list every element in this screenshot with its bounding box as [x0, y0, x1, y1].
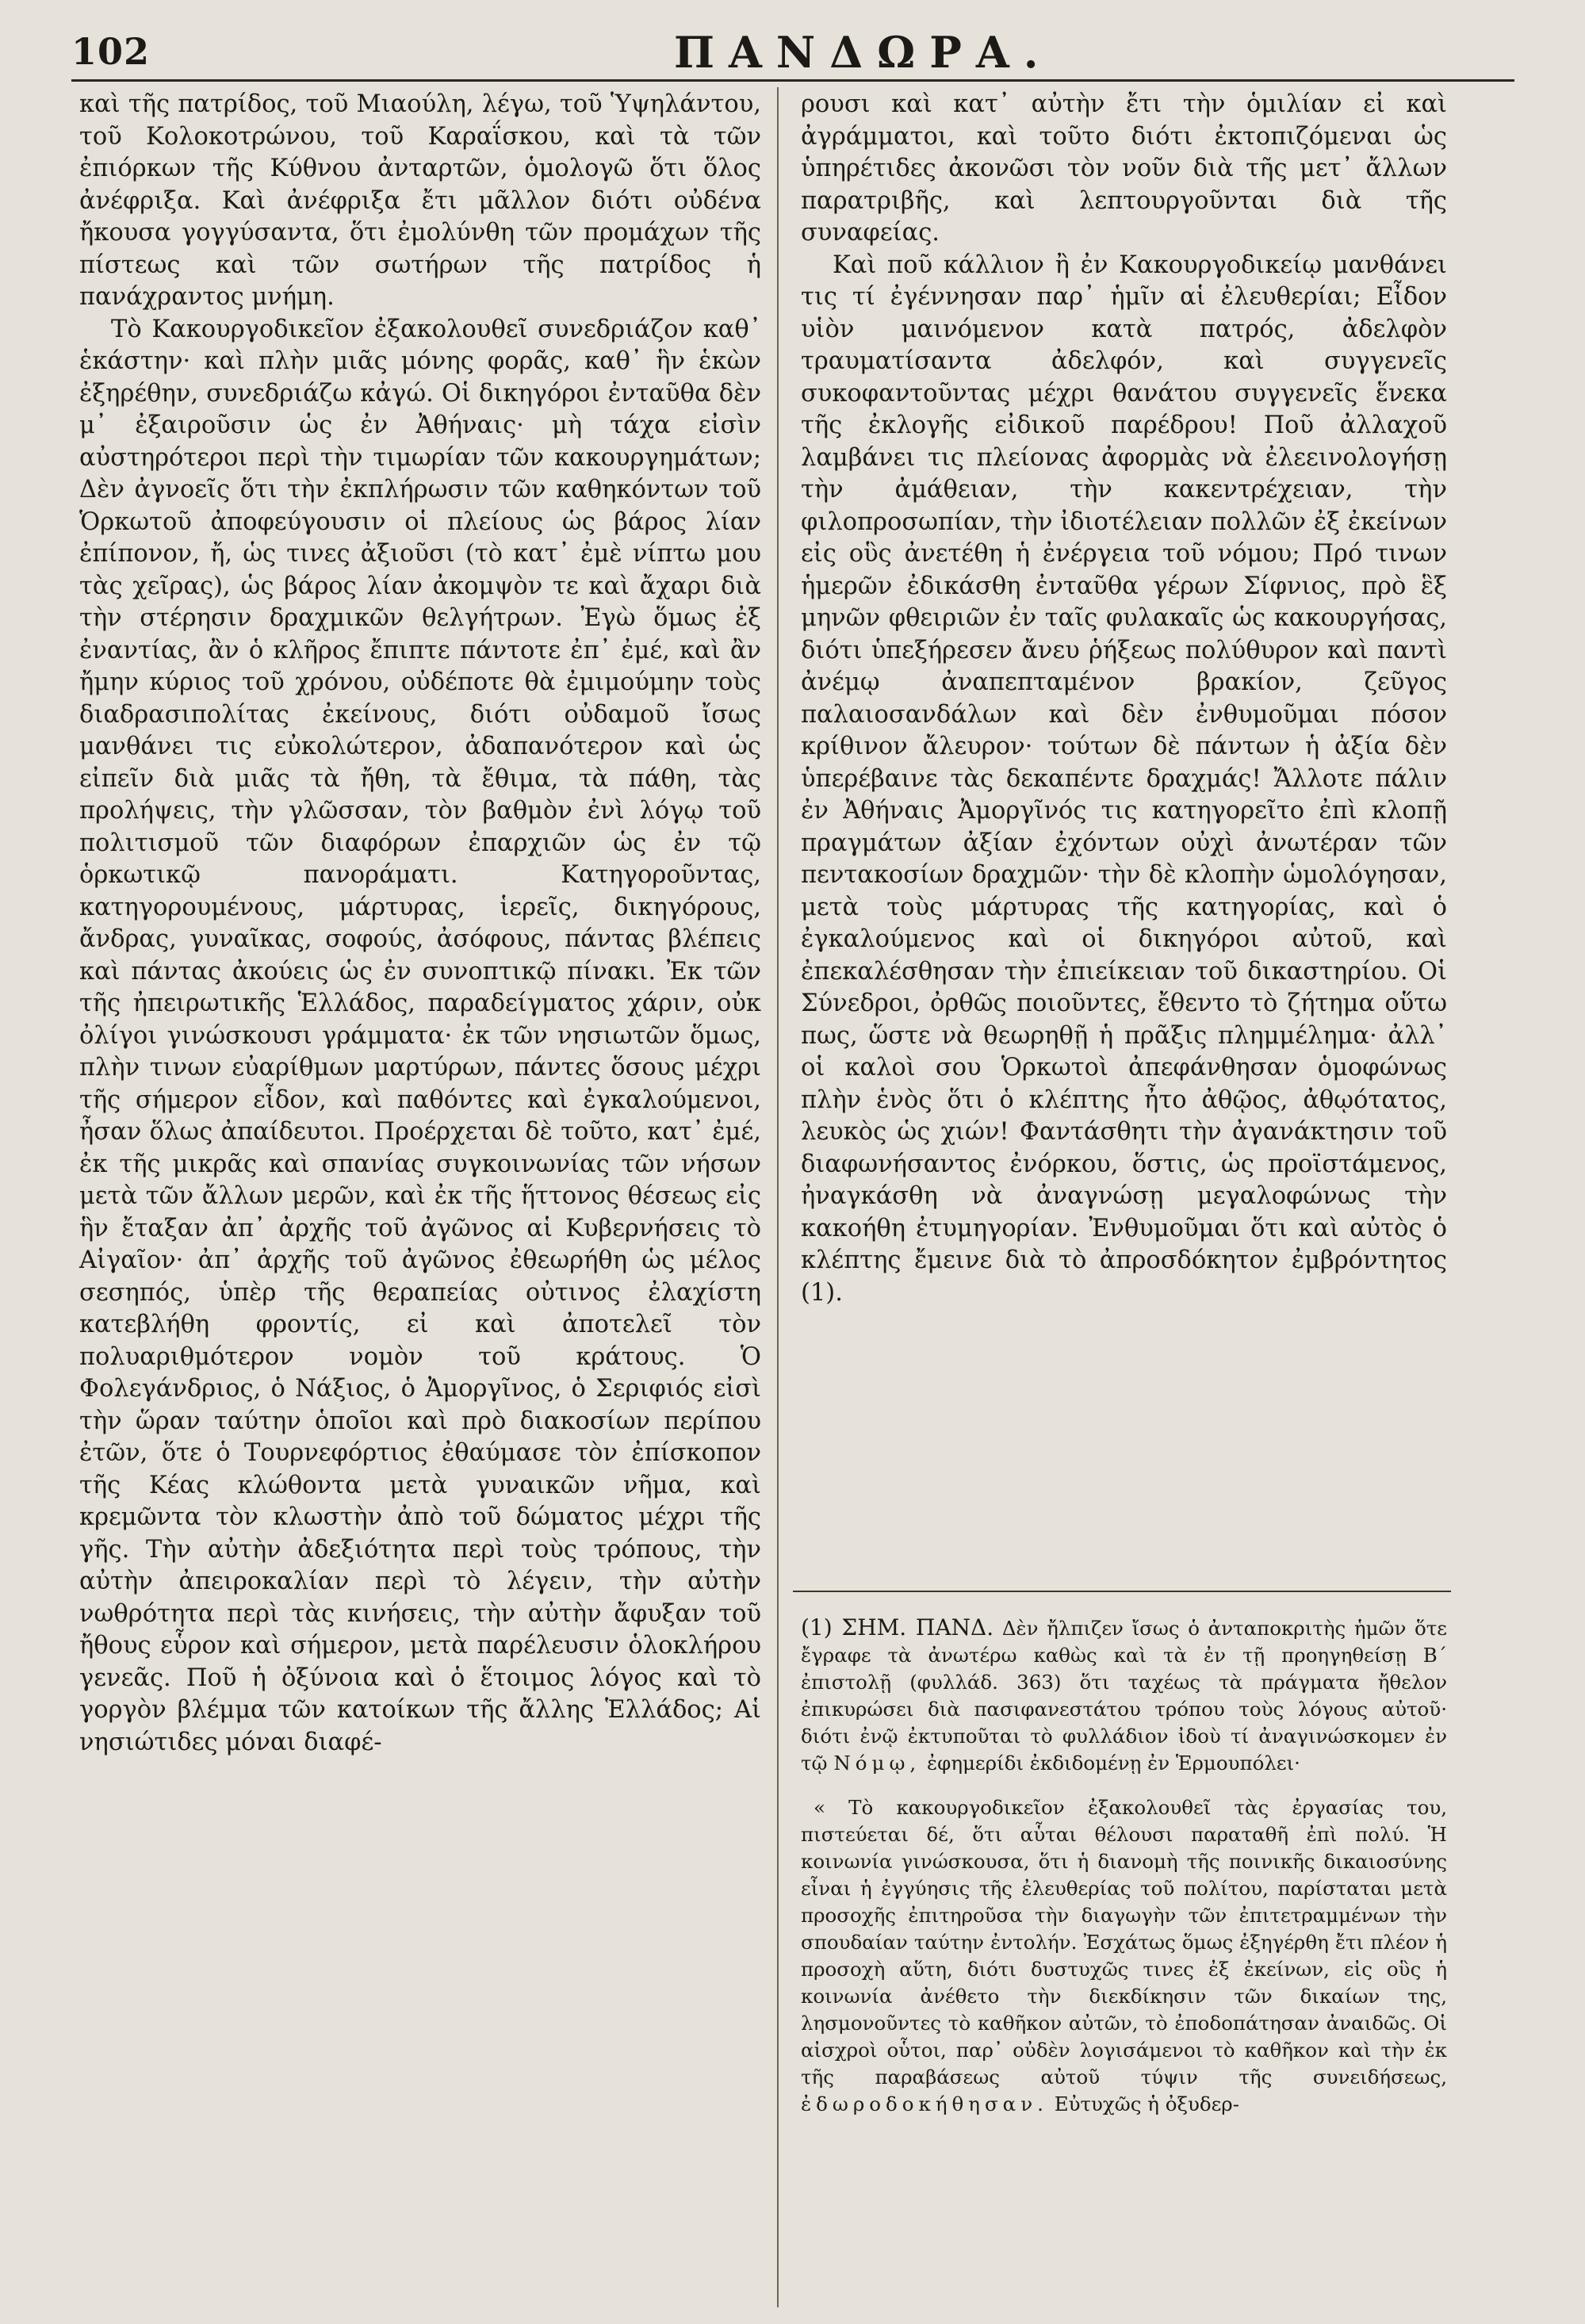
footnote — [801, 1614, 1447, 2118]
left-column — [79, 89, 761, 1759]
journal-title: ΠΑΝΔΩΡΑ. — [674, 27, 1053, 78]
right-paragraph-2: Καὶ ποῦ κάλλιον ἢ ἐν Κακουργοδικείῳ μανθάνει τις τί ἐγέννησαν παρ᾽ ἡμῖν αἱ ἐλευθερίαι; Εἶδον υἱὸν μαινόμενον κατὰ πατρός, ἀδελφὸν τραυματίσαντα ἀδελφόν, καὶ συγγενεῖς συκοφαντοῦντας μέχρι θανάτου συγγενεῖς ἕνεκα τῆς ἐκλογῆς εἰδικοῦ παρέδρου! Ποῦ ἀλλαχοῦ λαμβάνει τις πλείονας ἀφορμὰς νὰ ἐλεεινολογήσῃ τὴν ἀμάθειαν, τὴν κακεντρέχειαν, τὴν φιλοπροσωπίαν, τὴν ἰδιοτέλειαν πολλῶν ἐξ ἐκείνων εἰς οὓς ἀνετέθη ἡ ἐνέργεια τοῦ νόμου; Πρό τινων ἡμερῶν ἐδικάσθη ἐνταῦθα γέρων Σίφνιος, πρὸ ἓξ μηνῶν φθειριῶν ἐν ταῖς φυλακαῖς ὡς κακουργήσας, διότι ὑπεξήρεσεν ἄνευ ῥήξεως πολύθυρον καὶ παντὶ ἀνέμῳ ἀναπεπταμένον βρακίον, ζεῦγος παλαιοσανδάλων καὶ δὲν ἐνθυμοῦμαι πόσον κρίθινον ἄλευρον· τούτων δὲ πάντων ἡ ἀξία δὲν ὑπερέβαινε τὰς δεκαπέντε δραχμάς! Ἄλλοτε πάλιν ἐν Ἀθήναις Ἀμοργῖνός τις κατηγορεῖτο ἐπὶ κλοπῇ πραγμάτων ἀξίαν ἐχόντων οὐχὶ ἀνωτέραν τῶν πεντακοσίων δραχμῶν· τὴν δὲ κλοπὴν ὡμολόγησαν, μετὰ τοὺς μάρτυρας τῆς κατηγορίας, καὶ ὁ ἐγκαλούμενος καὶ οἱ δικηγόροι αὐτοῦ, καὶ ἐπεκαλέσθησαν τὴν ἐπιείκειαν τοῦ δικαστηρίου. Οἱ Σύνεδροι, ὀρθῶς ποιοῦντες, ἔθεντο τὸ ζήτημα οὕτω πως, ὥστε νὰ θεωρηθῇ ἡ πρᾶξις πλημμέλημα· ἀλλ᾽ οἱ καλοὶ σου Ὁρκωτοὶ ἀπεφάνθησαν ὁμοφώνως πλὴν ἑνὸς ὅτι ὁ κλέπτης ἦτο ἀθῷος, ἀθῳότατος, λευκὸς ὡς χιών! Φαντάσθητι τὴν ἀγανάκτησιν τοῦ διαφωνήσαντος ἐνόρκου, ὅστις, ὡς προϊστάμενος, ἠναγκάσθη νὰ ἀναγνώσῃ μεγαλοφώνως τὴν κακοήθη ἐτυμηγορίαν. Ἐνθυμοῦμαι ὅτι καὶ αὐτὸς ὁ κλέπτης ἔμεινε διὰ τὸ ἀπροσδόκητον ἐμβρόντητος (1). — [801, 251, 1447, 1307]
left-paragraph-1: καὶ τῆς πατρίδος, τοῦ Μιαούλη, λέγω, τοῦ Ὑψηλάντου, τοῦ Κολοκοτρώνου, τοῦ Καραΐσκου, καὶ τὰ τῶν ἐπιόρκων τῆς Κύθνου ἀνταρτῶν, ὁμολογῶ ὅτι ὅλος ἀνέφριξα. Καὶ ἀνέφριξα ἔτι μᾶλλον διότι οὐδένα ἤκουσα γογγύσαντα, ὅτι ἐμολύνθη τῶν προμάχων τῆς πίστεως καὶ τῶν σωτήρων τῆς πατρίδος ἡ πανάχραντος μνήμη. — [79, 90, 761, 311]
right-paragraph-1: ρουσι καὶ κατ᾽ αὐτὴν ἔτι τὴν ὁμιλίαν εἰ καὶ ἀγράμματοι, καὶ τοῦτο διότι ἐκτοπιζόμεναι ὡς ὑπηρέτιδες ἀκονῶσι τὸν νοῦν διὰ τῆς μετ᾽ ἄλλων παρατριβῆς, καὶ λεπτουργοῦνται διὰ τῆς συναφείας. — [801, 90, 1447, 247]
footnote-text-tail: ἐφημερίδι ἐκδιδομένῃ ἐν Ἑρμουπόλει· — [927, 1752, 1300, 1775]
footnote-marker: (1) ΣΗΜ. ΠΑΝΔ. — [801, 1614, 994, 1641]
page-header — [71, 24, 1514, 79]
right-column — [801, 89, 1447, 1309]
left-paragraph-2: Τὸ Κακουργοδικεῖον ἐξακολουθεῖ συνεδριάζον καθ᾽ ἑκάστην· καὶ πλὴν μιᾶς μόνης φορᾶς, καθ᾽ ἣν ἑκὼν ἐξηρέθην, συνεδριάζω κἀγώ. Οἱ δικηγόροι ἐνταῦθα δὲν μ᾽ ἐξαιροῦσιν ὡς ἐν Ἀθήναις· μὴ τάχα εἰσὶν αὐστηρότεροι περὶ τὴν τιμωρίαν τῶν κακουργημάτων; Δὲν ἀγνοεῖς ὅτι τὴν ἐκπλήρωσιν τῶν καθηκόντων τοῦ Ὁρκωτοῦ ἀποφεύγουσιν οἱ πλείους ὡς βάρος λίαν ἐπίπονον, ἤ, ὡς τινες ἀξιοῦσι (τὸ κατ᾽ ἐμὲ νίπτω μου τὰς χεῖρας), ὡς βάρος λίαν ἀκομψὸν τε καὶ ἄχαρι διὰ τὴν στέρησιν δραχμικῶν θελγήτρων. Ἐγὼ ὅμως ἐξ ἐναντίας, ἂν ὁ κλῆρος ἔπιπτε πάντοτε ἐπ᾽ ἐμέ, καὶ ἂν ἤμην κύριος τοῦ χρόνου, οὐδέποτε θὰ ἐμιμούμην τοὺς διαδρασιπολίτας ἐκείνους, διότι οὐδαμοῦ ἴσως μανθάνει τις εὐκολώτερον, ἀδαπανότερον καὶ ὡς εἰπεῖν διὰ μιᾶς τὰ ἤθη, τὰ ἔθιμα, τὰ πάθη, τὰς προλήψεις, τὴν γλῶσσαν, τὸν βαθμὸν ἐνὶ λόγῳ τοῦ πολιτισμοῦ τῶν διαφόρων ἐπαρχιῶν ὡς ἐν τῷ ὁρκωτικῷ πανοράματι. Κατηγοροῦντας, κατηγορουμένους, μάρτυρας, ἱερεῖς, δικηγόρους, ἄνδρας, γυναῖκας, σοφούς, ἀσόφους, πάντας βλέπεις καὶ πάντας ἀκούεις ὡς ἐν συνοπτικῷ πίνακι. Ἐκ τῶν τῆς ἠπειρωτικῆς Ἑλλάδος, παραδείγματος χάριν, οὐκ ὀλίγοι γινώσκουσι γράμματα· ἐκ τῶν νησιωτῶν ὅμως, πλὴν τινων εὐαρίθμων μαρτύρων, πάντες ὅσους μέχρι τῆς σήμερον εἶδον, καὶ παθόντες καὶ ἐγκαλούμενοι, ἦσαν ὅλως ἀπαίδευτοι. Προέρχεται δὲ τοῦτο, κατ᾽ ἐμέ, ἐκ τῆς μικρᾶς καὶ σπανίας συγκοινωνίας τῶν νήσων μετὰ τῶν ἄλλων μερῶν, καὶ ἐκ τῆς ἥττονος θέσεως εἰς ἣν ἔταξαν ἀπ᾽ ἀρχῆς τοῦ ἀγῶνος αἱ Κυβερνήσεις τὸ Αἰγαῖον· ἀπ᾽ ἀρχῆς τοῦ ἀγῶνος ἐθεωρήθη ὡς μέλος σεσηπός, ὑπὲρ τῆς θεραπείας οὐτινος ἐλαχίστη κατεβλήθη φροντίς, εἰ καὶ ἀποτελεῖ τὸν πολυαριθμότερον νομὸν τοῦ κράτους. Ὁ Φολεγάνδριος, ὁ Νάξιος, ὁ Ἀμοργῖνος, ὁ Σεριφιός εἰσὶ τὴν ὥραν ταύτην ὁποῖοι καὶ πρὸ διακοσίων περίπου ἐτῶν, ὅτε ὁ Τουρνεφόρτιος ἐθαύμασε τὸν ἐπίσκοπον τῆς Κέας κλώθοντα μετὰ γυναικῶν νῆμα, καὶ κρεμῶντα τὸν κλωστὴν ἀπὸ τοῦ δώματος μέχρι τῆς γῆς. Τὴν αὐτὴν ἀδεξιότητα περὶ τοὺς τρόπους, τὴν αὐτὴν ἀπειροκαλίαν περὶ τὸ λέγειν, τὴν αὐτὴν νωθρότητα περὶ τὰς κινήσεις, τὴν αὐτὴν ἄφυξαν τοῦ ἤθους εὗρον καὶ σήμερον, μετὰ παρέλευσιν ὁλοκλήρου γενεᾶς. Ποῦ ἡ ὀξύνοια καὶ ὁ ἕτοιμος λόγος καὶ τὸ γοργὸν βλέμμα τῶν κατοίκων τῆς ἄλλης Ἑλλάδος; Αἱ νησιώτιδες μόναι διαφέ- — [79, 315, 761, 1756]
footnote-rule — [793, 1591, 1451, 1592]
footnote-quote-tail: Εὐτυχῶς ἡ ὀξυδερ- — [1054, 2092, 1239, 2115]
column-divider — [777, 87, 779, 2307]
footnote-quote-text: « Τὸ κακουργοδικεῖον ἐξακολουθεῖ τὰς ἐργασίας του, πιστεύεται δέ, ὅτι αὗται θέλουσι παραταθῆ ἐπὶ πολύ. Ἡ κοινωνία γινώσκουσα, ὅτι ἡ διανομὴ τῆς ποινικῆς δικαιοσύνης εἶναι ἡ ἐγγύησις τῆς ἐλευθερίας τοῦ πολίτου, παρίσταται μετὰ προσοχῆς ἐπιτηροῦσα τὴν διαγωγὴν τῶν ἐπιτετραμμένων τὴν σπουδαίαν ταύτην ἐντολήν. Ἐσχάτως ὅμως ἐξηγέρθη ἔτι πλέον ἡ προσοχὴ αὕτη, διότι δυστυχῶς τινες ἐξ ἐκείνων, εἰς οὓς ἡ κοινωνία ἀνέθετο τὴν διεκδίκησιν τῶν δικαίων της, λησμονοῦντες τὸ καθῆκον αὐτῶν, τὸ ἐποδοπάτησαν ἀναιδῶς. Οἱ αἰσχροὶ οὗτοι, παρ᾽ οὐδὲν λογισάμενοι τὸ καθῆκον καὶ τὴν ἐκ τῆς παραβάσεως αὐτοῦ τύψιν τῆς συνειδήσεως, — [801, 1796, 1447, 2089]
footnote-paragraph-1 — [801, 1614, 1447, 1777]
newspaper-name: Νόμῳ, — [833, 1752, 921, 1775]
footnote-quote — [801, 1794, 1447, 2118]
footnote-text: Δὲν ἤλπιζεν ἴσως ὁ ἀνταποκριτὴς ἡμῶν ὅτε ἔγραφε τὰ ἀνωτέρω καθὼς καὶ τὰ ἐν τῇ προηγηθείσῃ Β΄ ἐπιστολῇ (φυλλάδ. 363) ὅτι ταχέως τὰ πράγματα ἤθελον ἐπικυρώσει διὰ πασιφανεστάτου τρόπου τοὺς λόγους αὐτοῦ· διότι ἐνῷ ἐκτυποῦται τὸ φυλλάδιον ἰδοὺ τί ἀναγινώσκομεν ἐν τῷ — [801, 1617, 1447, 1775]
footnote-spaced-word: ἐδωροδοκήθησαν. — [801, 2092, 1048, 2115]
page-number: 102 — [71, 30, 151, 73]
header-rule — [71, 79, 1514, 82]
